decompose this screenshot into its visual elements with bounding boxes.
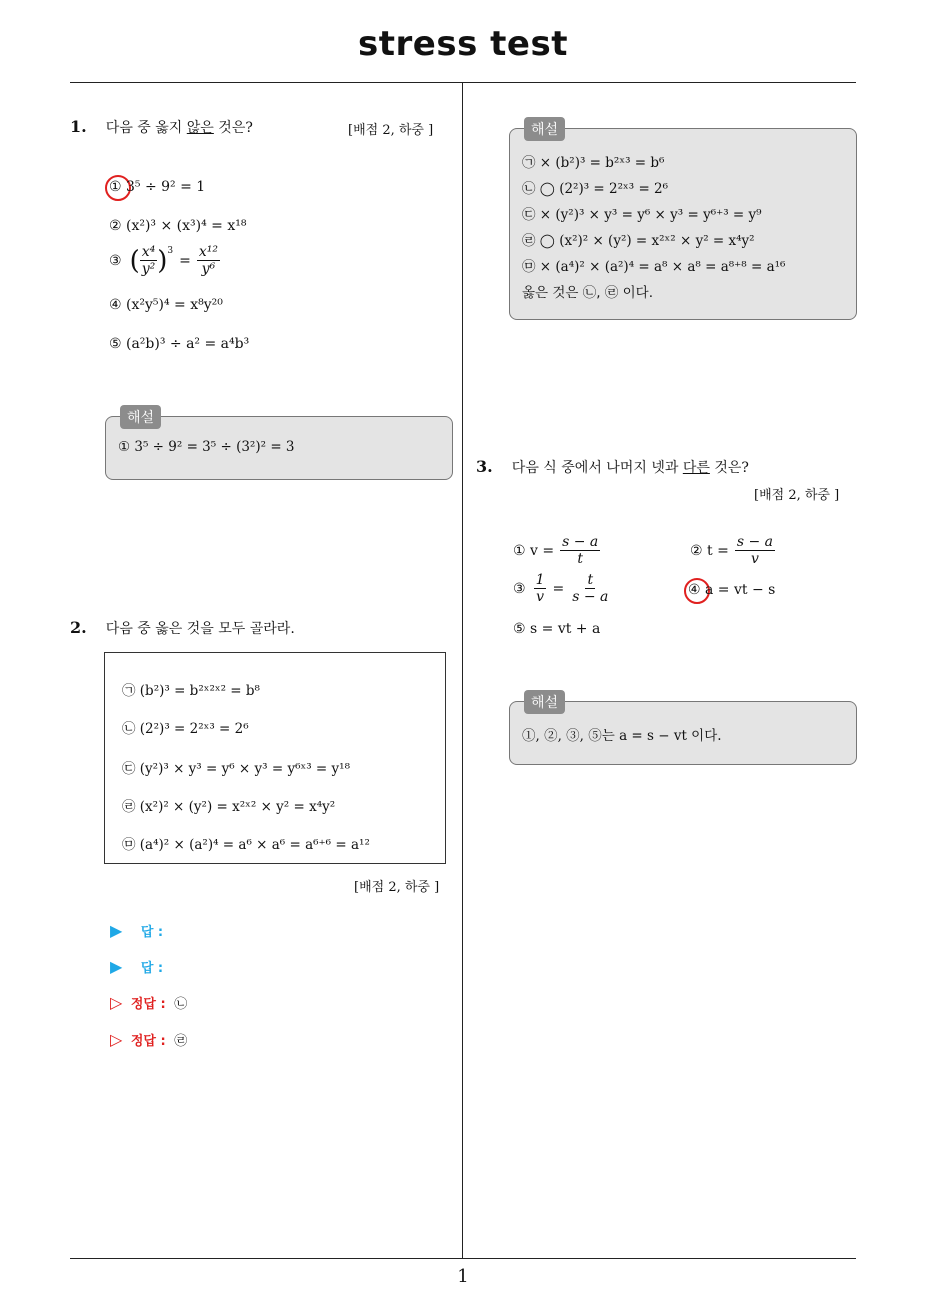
q1-frac2-den: y⁶: [201, 261, 216, 277]
q1-text: [106, 120, 253, 136]
q3-opt3-lden: v: [536, 589, 544, 605]
q2-number: 2.: [70, 618, 87, 637]
q3-option-5: ⑤ s = vt + a: [513, 621, 601, 637]
q3-opt1-num: s − a: [562, 534, 599, 550]
q1-header: [70, 117, 253, 137]
q3-option-2-frac: [735, 534, 775, 567]
column-divider: [462, 83, 463, 1258]
q2-correct-2-value: ㉣: [174, 1034, 188, 1049]
q1-option-3-frac2: [197, 244, 220, 277]
q2-explanation-line-3: ㉢ × (y²)³ × y³ = y⁶ × y³ = y⁶⁺³ = y⁹: [522, 207, 762, 223]
q3-explanation-tag: 해설: [524, 690, 565, 714]
q3-option-3: [513, 572, 610, 605]
q2-explanation-line-4: ㉣ ◯ (x²)² × (y²) = x²ˣ² × y² = x⁴y²: [522, 233, 755, 249]
q2-correct-1: [110, 993, 187, 1012]
q3-opt1-den: t: [577, 551, 583, 567]
q3-option-3-label: ③: [513, 580, 526, 597]
q1-option-3-label: ③: [109, 252, 122, 269]
q3-opt3-rnum: t: [587, 572, 594, 588]
q3-text-before: 다음 식 중에서 나머지 넷과: [511, 460, 683, 476]
q2-item-4: ㉣ (x²)² × (y²) = x²ˣ² × y² = x⁴y²: [122, 799, 336, 815]
q2-correct-2: [110, 1030, 187, 1049]
q3-text-after: 것은?: [709, 460, 749, 476]
q2-explanation-line-6: 옳은 것은 ㉡, ㉣ 이다.: [522, 285, 653, 301]
q1-option-1: ① 3⁵ ÷ 9² = 1: [109, 179, 206, 195]
q2-item-3: ㉢ (y²)³ × y³ = y⁶ × y³ = y⁶ˣ³ = y¹⁸: [122, 761, 350, 777]
q1-option-3: [109, 244, 220, 277]
play-outline-icon: ▷: [110, 1030, 123, 1049]
q1-frac1-num: x⁴: [141, 244, 156, 260]
q2-item-5: ㉤ (a⁴)² × (a²)⁴ = a⁶ × a⁶ = a⁶⁺⁶ = a¹²: [122, 837, 370, 853]
q1-text-before: 다음 중 옳지: [105, 120, 187, 136]
footer-rule: [70, 1258, 856, 1259]
q2-header: [70, 618, 295, 638]
q3-option-1: [513, 534, 600, 567]
q3-option-2-label: ② t =: [690, 542, 729, 559]
q1-explanation-text: ① 3⁵ ÷ 9² = 3⁵ ÷ (3²)² = 3: [118, 439, 295, 455]
q3-option-3-rfrac: [570, 572, 610, 605]
play-icon: ▶: [110, 957, 123, 976]
q3-explanation-text: ①, ②, ③, ⑤는 a = s − vt 이다.: [522, 728, 722, 744]
q2-explanation-tag: 해설: [524, 117, 565, 141]
q2-answer-1-label: 답 :: [140, 925, 164, 940]
q1-option-3-exp: 3: [167, 246, 174, 256]
q2-answer-2-label: 답 :: [140, 961, 164, 976]
q3-opt2-num: s − a: [736, 534, 773, 550]
q2-item-1: ㉠ (b²)³ = b²ˣ²ˣ² = b⁸: [122, 683, 260, 699]
q1-score: [배점 2, 하중 ]: [348, 123, 434, 138]
play-icon: ▶: [110, 921, 123, 940]
q1-option-3-eq: =: [179, 252, 191, 269]
q3-option-1-label: ① v =: [513, 542, 555, 559]
q2-score: [배점 2, 하중 ]: [354, 880, 440, 895]
q3-option-1-frac: [560, 534, 600, 567]
q3-opt3-lnum: 1: [535, 572, 545, 588]
q3-text: [512, 460, 749, 476]
q3-option-3-eq: =: [552, 580, 565, 597]
page-title: stress test: [358, 24, 568, 64]
q1-frac2-num: x¹²: [198, 244, 218, 260]
q2-item-2: ㉡ (2²)³ = 2²ˣ³ = 2⁶: [122, 721, 249, 737]
q1-number: 1.: [70, 117, 87, 136]
q3-option-4: ④ a = vt − s: [688, 582, 776, 598]
q2-correct-1-value: ㉡: [174, 997, 188, 1012]
q1-option-3-rparen: ): [157, 245, 168, 276]
q1-option-3-frac1: [140, 244, 158, 277]
q1-option-4: ④ (x²y⁵)⁴ = x⁸y²⁰: [109, 297, 223, 313]
q2-explanation-line-2: ㉡ ◯ (2²)³ = 2²ˣ³ = 2⁶: [522, 181, 669, 197]
q3-text-underlined: 다른: [682, 460, 710, 476]
q2-correct-1-label: 정답 :: [130, 997, 166, 1012]
q3-option-2: [690, 534, 775, 567]
page-number: 1: [457, 1266, 469, 1287]
q1-option-5: ⑤ (a²b)³ ÷ a² = a⁴b³: [109, 336, 250, 352]
q3-opt2-den: v: [750, 551, 759, 567]
q3-score: [배점 2, 하중 ]: [754, 488, 840, 503]
q1-option-2: ② (x²)³ × (x³)⁴ = x¹⁸: [109, 218, 247, 234]
q2-answer-1[interactable]: [110, 921, 163, 940]
q3-opt3-rden: s − a: [572, 589, 609, 605]
play-outline-icon: ▷: [110, 993, 123, 1012]
header-rule: [70, 82, 856, 83]
q2-explanation-line-1: ㉠ × (b²)³ = b²ˣ³ = b⁶: [522, 155, 665, 171]
q1-frac1-den: y²: [141, 261, 156, 277]
q3-number: 3.: [476, 457, 493, 476]
q2-correct-2-label: 정답 :: [130, 1034, 166, 1049]
q2-answer-2[interactable]: [110, 957, 163, 976]
q2-explanation-line-5: ㉤ × (a⁴)² × (a²)⁴ = a⁸ × a⁸ = a⁸⁺⁸ = a¹⁶: [522, 259, 786, 275]
q1-text-after: 것은?: [213, 120, 253, 136]
q2-text: 다음 중 옳은 것을 모두 골라라.: [105, 621, 295, 637]
q3-header: [476, 457, 749, 477]
q1-option-3-lparen: (: [129, 245, 140, 276]
q1-explanation-tag: 해설: [120, 405, 161, 429]
q3-option-3-lfrac: [534, 572, 547, 605]
q1-text-underlined: 않은: [186, 120, 214, 136]
